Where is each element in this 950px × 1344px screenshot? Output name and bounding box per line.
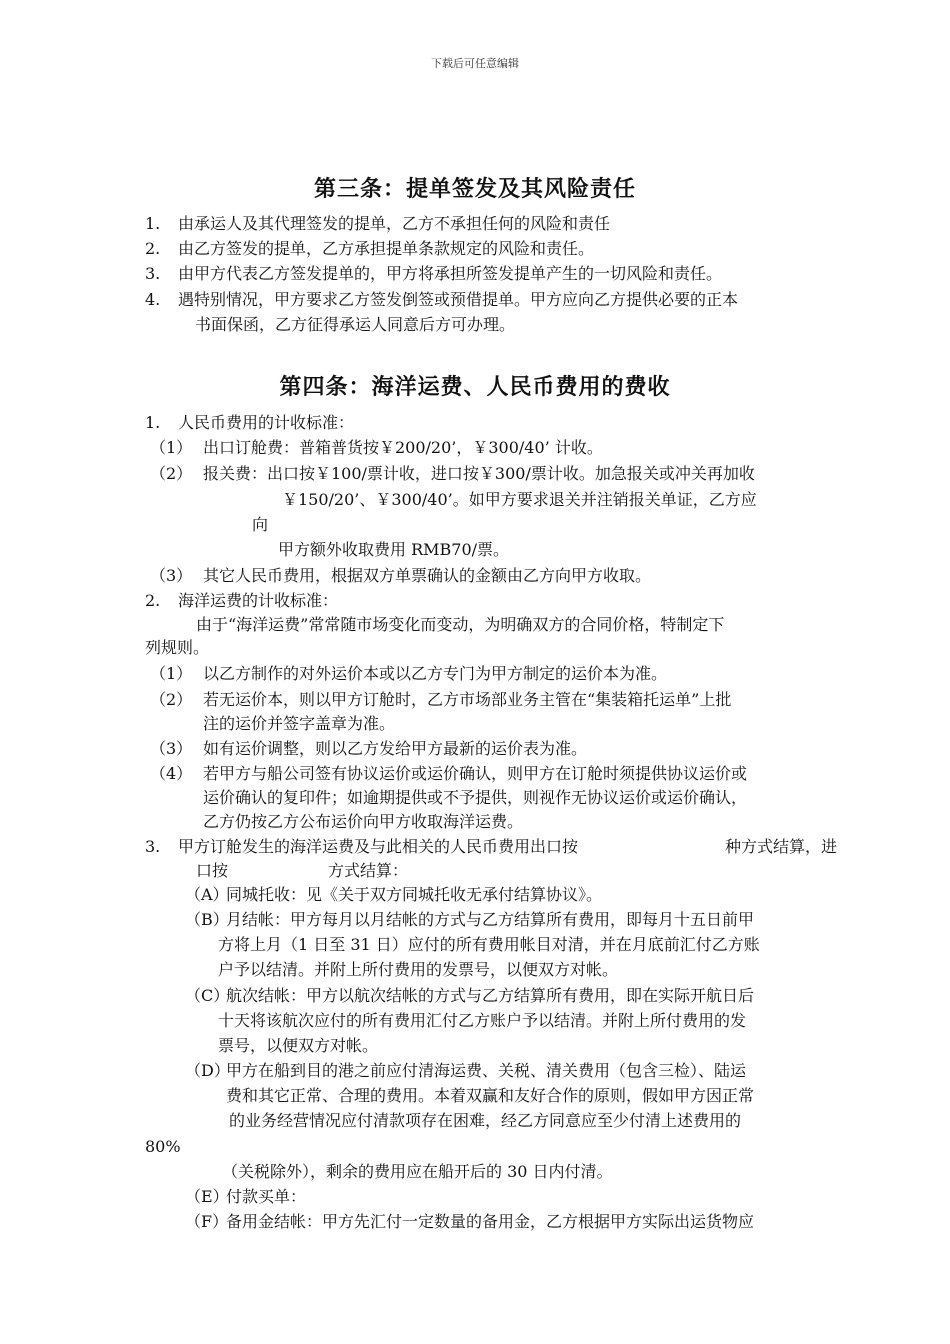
sub-item-number: （3） (150, 566, 193, 585)
list-item-continuation: 书面保函，乙方征得承运人同意后方可办理。 (195, 315, 516, 334)
list-item-text: 由甲方代表乙方签发提单的，甲方将承担所签发提单产生的一切风险和责任。 (178, 264, 723, 283)
section-heading: 海洋运费的计收标准： (178, 591, 339, 610)
option-text: 月结帐：甲方每月以月结帐的方式与乙方结算所有费用，即每月十五日前甲 (226, 910, 755, 929)
section-text: 甲方订舱发生的海洋运费及与此相关的人民币费用出口按 (178, 837, 579, 856)
sub-item-continuation: 注的运价并签字盖章为准。 (203, 714, 396, 733)
option-continuation: 方将上月（1 日至 31 日）应付的所有费用帐目对清，并在月底前汇付乙方账 (218, 935, 760, 954)
sub-item-text: 报关费：出口按￥100/票计收，进口按￥300/票计收。加急报关或冲关再加收 (203, 464, 755, 483)
sub-item-text: 如有运价调整，则以乙方发给甲方最新的运价表为准。 (203, 739, 588, 758)
sub-item-number: （4） (150, 764, 193, 783)
list-item-text: 由承运人及其代理签发的提单，乙方不承担任何的风险和责任 (178, 214, 611, 233)
option-continuation: 票号，以便双方对帐。 (218, 1036, 379, 1055)
option-continuation: 80% (145, 1137, 181, 1156)
option-continuation: （关税除外），剩余的费用应在船开后的 30 日内付清。 (222, 1162, 613, 1181)
list-item-text: 遇特别情况，甲方要求乙方签发倒签或预借提单。甲方应向乙方提供必要的正本 (178, 290, 739, 309)
list-item-text: 由乙方签发的提单，乙方承担提单条款规定的风险和责任。 (178, 239, 595, 258)
sub-item-number: （1） (150, 438, 193, 457)
sub-item-continuation: 甲方额外收取费用 RMB70/票。 (278, 540, 510, 559)
sub-item-number: （2） (150, 690, 193, 709)
sub-item-number: （2） (150, 464, 193, 483)
section-text: 种方式结算，进 (725, 837, 838, 856)
sub-item-text: 以乙方制作的对外运价本或以乙方专门为甲方制定的运价本为准。 (203, 664, 668, 683)
option-continuation: 的业务经营情况应付清款项存在困难，经乙方同意应至少付清上述费用的 (229, 1111, 742, 1130)
paragraph-line: 由于“海洋运费”常常随市场变化而变动，为明确双方的合同价格，特制定下 (196, 615, 725, 634)
article-4-title: 第四条：海洋运费、人民币费用的费收 (279, 374, 671, 400)
option-text: 航次结帐：甲方以航次结帐的方式与乙方结算所有费用，即在实际开航日后 (226, 986, 755, 1005)
option-continuation: 费和其它正常、合理的费用。本着双赢和友好合作的原则，假如甲方因正常 (226, 1086, 755, 1105)
section-number: 3. (145, 837, 161, 856)
section-number: 1. (145, 413, 161, 432)
option-label: （C） (185, 986, 230, 1005)
option-text: 甲方在船到目的港之前应付清海运费、关税、清关费用（包含三检）、陆运 (226, 1061, 747, 1080)
paragraph-line: 列规则。 (145, 638, 210, 657)
sub-item-text: 若无运价本，则以甲方订舱时，乙方市场部业务主管在“集装箱托运单”上批 (203, 690, 732, 709)
sub-item-text: 若甲方与船公司签有协议运价或运价确认，则甲方在订舱时须提供协议运价或 (203, 764, 748, 783)
sub-item-continuation: ￥150/20’、￥300/40’。如甲方要求退关并注销报关单证，乙方应 (282, 490, 757, 509)
option-label: （A） (185, 885, 229, 904)
list-item-number: 3. (145, 264, 161, 283)
option-label: （E） (185, 1187, 229, 1206)
list-item-number: 2. (145, 239, 161, 258)
section-text: 方式结算： (328, 861, 409, 880)
section-heading: 人民币费用的计收标准： (178, 413, 355, 432)
sub-item-continuation: 运价确认的复印件；如逾期提供或不予提供，则视作无协议运价或运价确认， (203, 788, 748, 807)
option-text: 备用金结帐：甲方先汇付一定数量的备用金，乙方根据甲方实际出运货物应 (226, 1212, 755, 1231)
sub-item-text: 其它人民币费用，根据双方单票确认的金额由乙方向甲方收取。 (203, 566, 652, 585)
sub-item-continuation: 向 (252, 515, 269, 534)
option-label: （F） (185, 1212, 229, 1231)
option-text: 同城托收：见《关于双方同城托收无承付结算协议》。 (226, 885, 603, 904)
article-3-title: 第三条：提单签发及其风险责任 (313, 176, 636, 202)
sub-item-text: 出口订舱费：普箱普货按￥200/20’，￥300/40’ 计收。 (203, 438, 603, 457)
option-continuation: 十天将该航次应付的所有费用汇付乙方账户予以结清。并附上所付费用的发 (218, 1011, 747, 1030)
page-header-note: 下载后可任意编辑 (431, 57, 519, 70)
section-number: 2. (145, 591, 161, 610)
sub-item-continuation: 乙方仍按乙方公布运价向甲方收取海洋运费。 (203, 812, 524, 831)
section-text: 口按 (196, 861, 229, 880)
option-label: （D） (185, 1061, 230, 1080)
option-continuation: 户予以结清。并附上所付费用的发票号，以便双方对帐。 (218, 960, 619, 979)
list-item-number: 1. (145, 214, 161, 233)
option-text: 付款买单： (226, 1187, 307, 1206)
list-item-number: 4. (145, 290, 161, 309)
option-label: （B） (185, 910, 229, 929)
sub-item-number: （1） (150, 664, 193, 683)
sub-item-number: （3） (150, 739, 193, 758)
